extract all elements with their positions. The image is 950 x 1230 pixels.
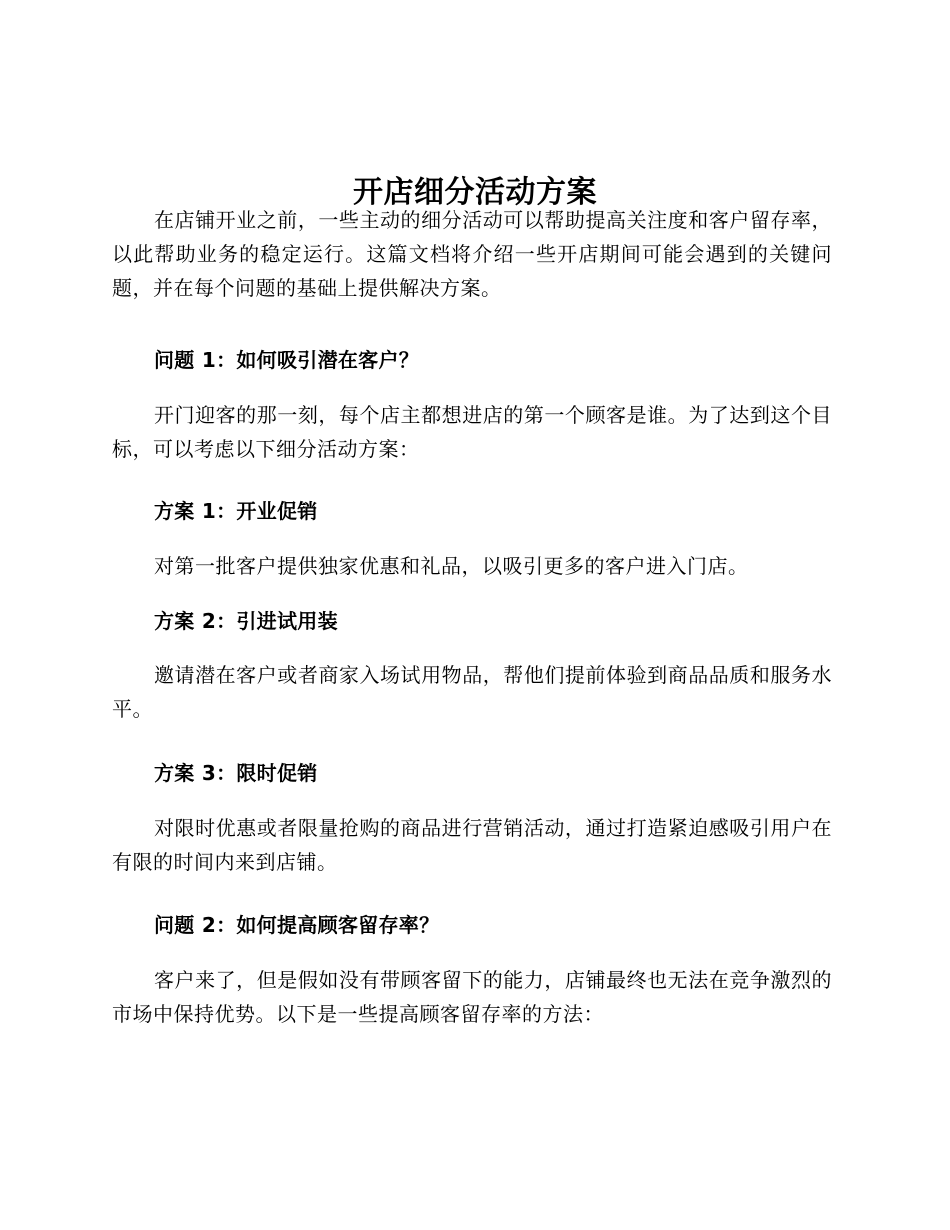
question-2-paragraph: 客户来了，但是假如没有带顾客留下的能力，店铺最终也无法在竞争激烈的市场中保持优势。以下是一些提高顾客留存率的方法： <box>112 968 832 1026</box>
question-2-heading: 问题 2：如何提高顾客留存率？ <box>154 913 440 937</box>
plan-1-heading: 方案 1：开业促销 <box>154 499 318 523</box>
question-1-heading: 问题 1：如何吸引潜在客户？ <box>154 348 420 372</box>
plan-3-heading: 方案 3：限时促销 <box>154 761 318 785</box>
plan-2-heading: 方案 2：引进试用装 <box>154 609 338 633</box>
question-1-paragraph: 开门迎客的那一刻，每个店主都想进店的第一个顾客是谁。为了达到这个目标，可以考虑以下细分活动方案： <box>112 403 832 461</box>
plan-3-paragraph: 对限时优惠或者限量抢购的商品进行营销活动，通过打造紧迫感吸引用户在有限的时间内来到店铺。 <box>112 816 832 874</box>
intro-paragraph: 在店铺开业之前，一些主动的细分活动可以帮助提高关注度和客户留存率，以此帮助业务的稳定运行。这篇文档将介绍一些开店期间可能会遇到的关键问题，并在每个问题的基础上提供解决方案。 <box>112 208 832 300</box>
plan-2-paragraph: 邀请潜在客户或者商家入场试用物品，帮他们提前体验到商品品质和服务水平。 <box>112 663 832 721</box>
plan-1-paragraph: 对第一批客户提供独家优惠和礼品，以吸引更多的客户进入门店。 <box>154 554 749 578</box>
document-title: 开店细分活动方案 <box>353 175 597 211</box>
